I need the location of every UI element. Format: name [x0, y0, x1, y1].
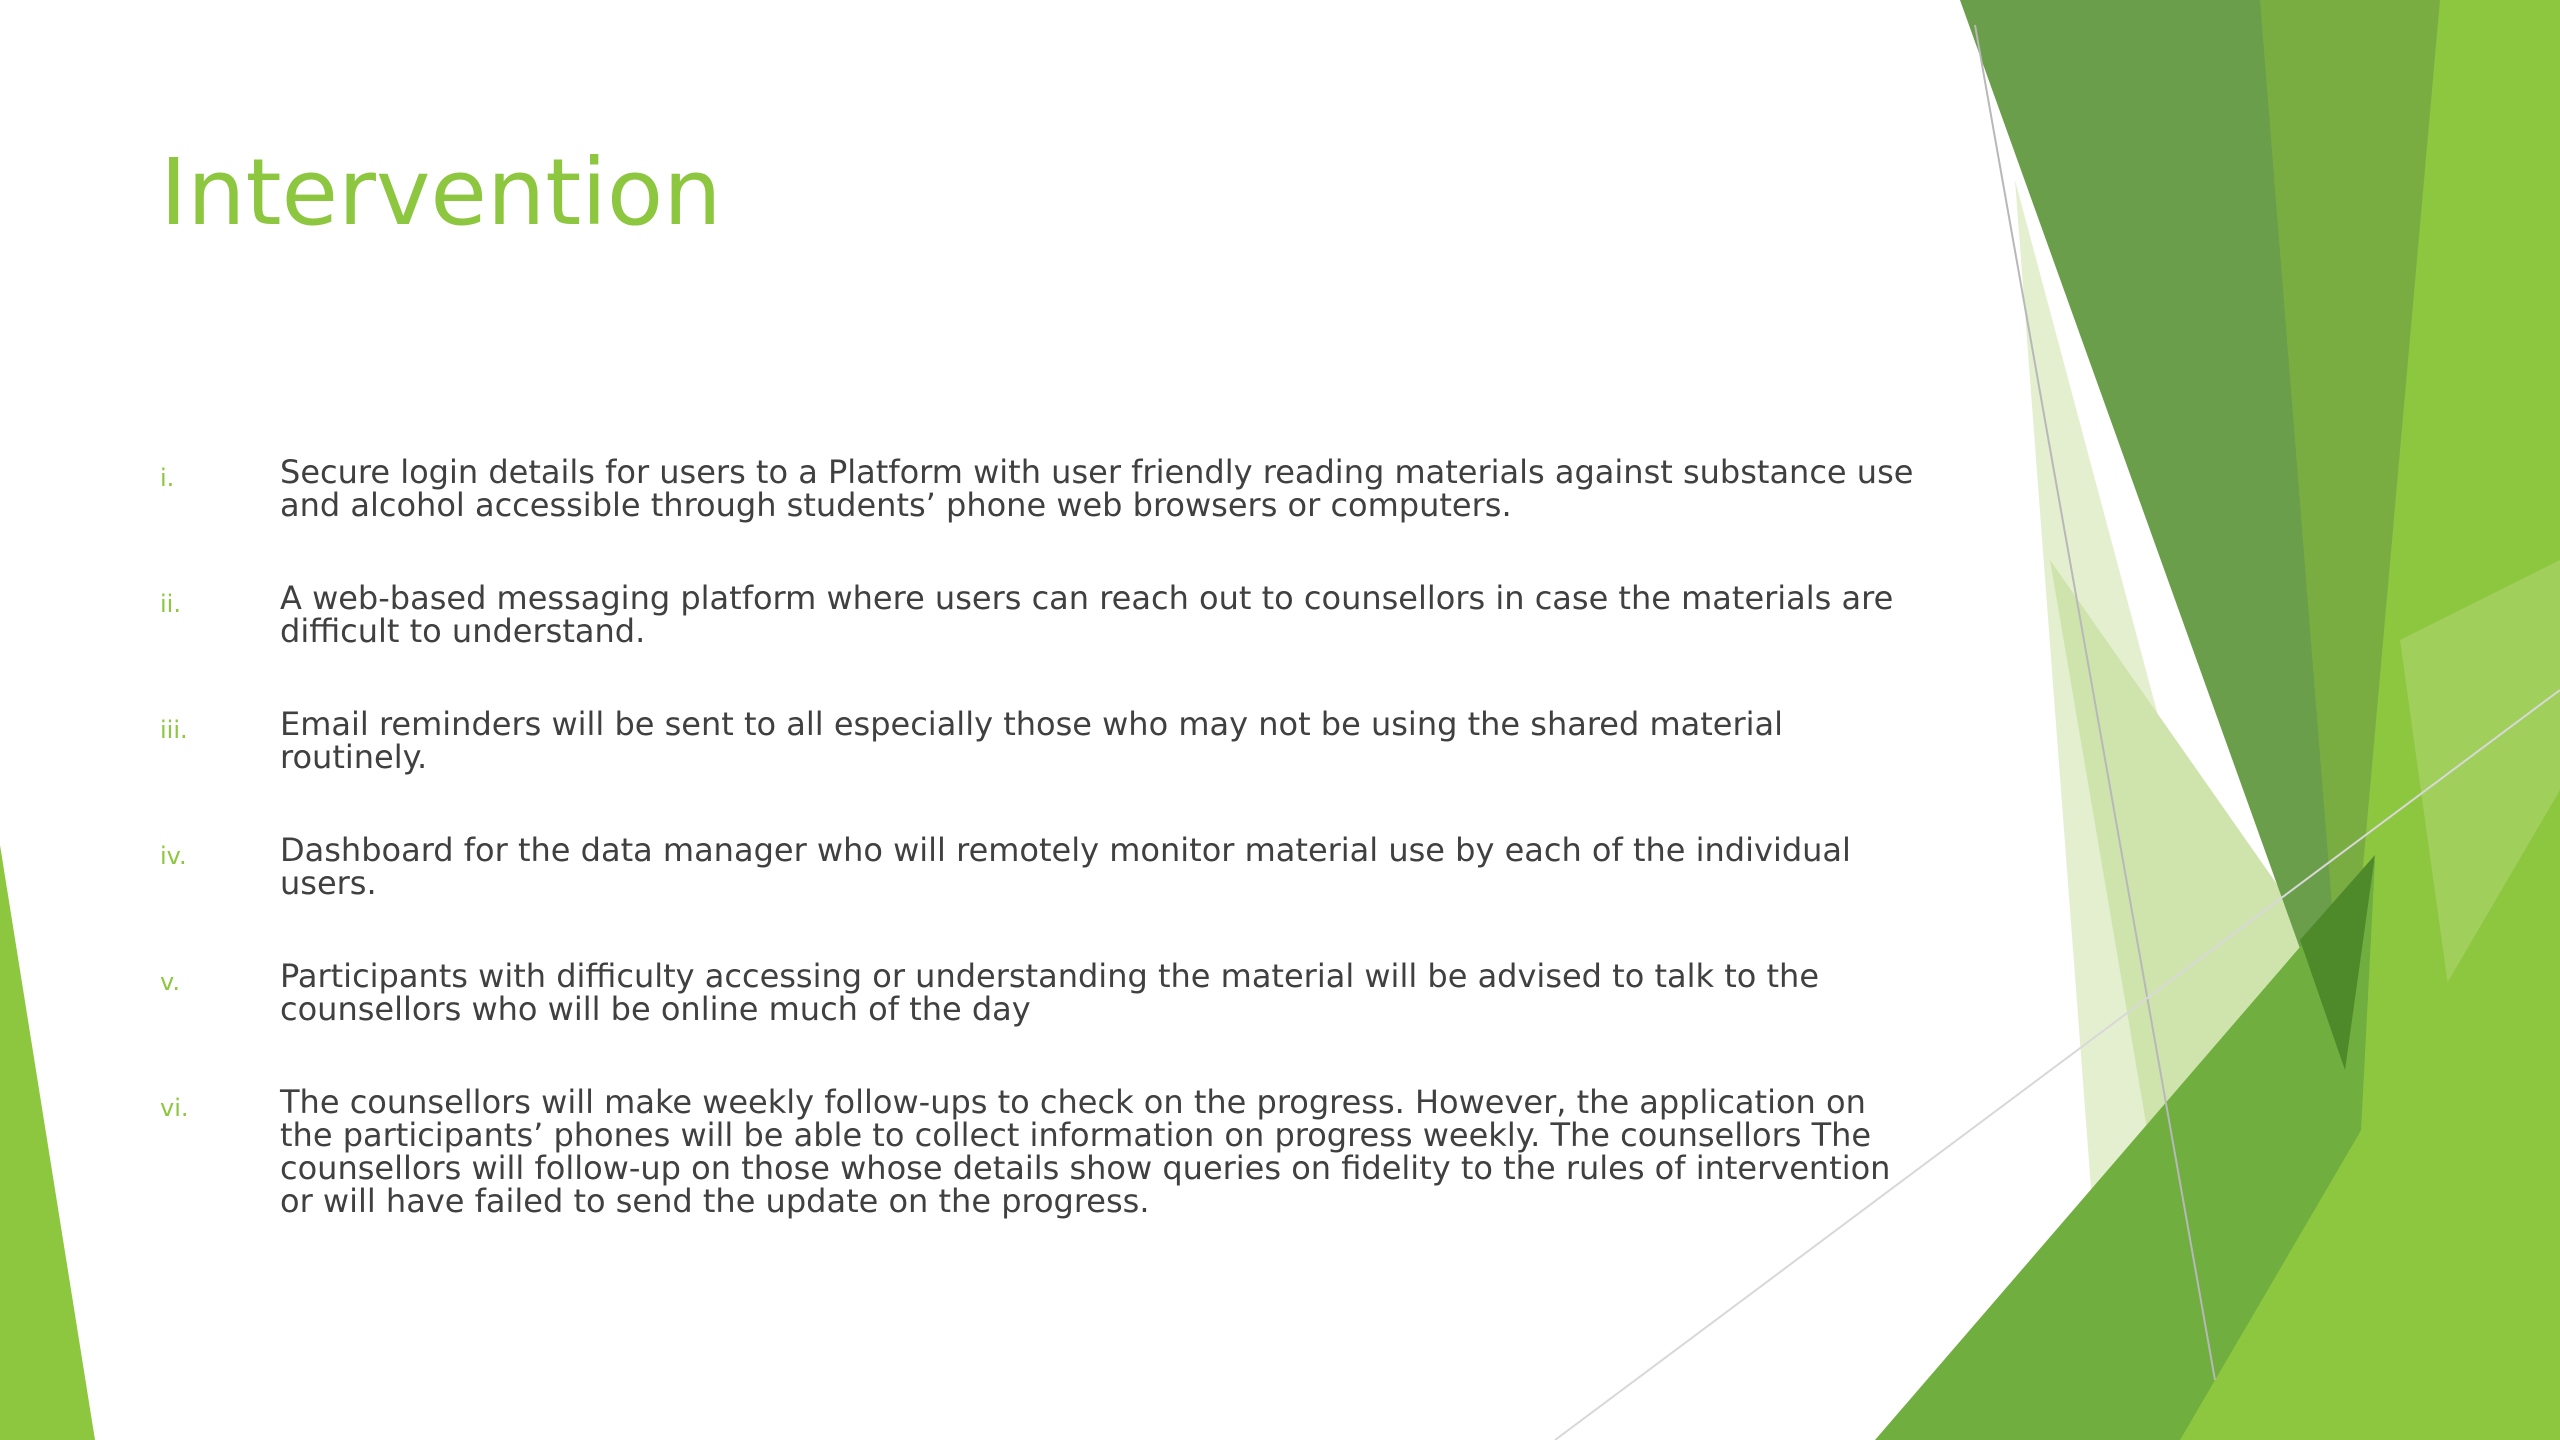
list-item: [160, 957, 1920, 1028]
list-item: [160, 831, 1920, 902]
list-item-text: A web-based messaging platform where users can reach out to counsellors in case the materials are difficult to understand.: [280, 579, 1894, 650]
list-marker: ii.: [160, 590, 181, 618]
slide-title: Intervention: [160, 139, 722, 246]
left-green-shape: [0, 845, 95, 1440]
list-item: [160, 1083, 1920, 1220]
list-item-text: Email reminders will be sent to all especially those who may not be using the shared material routinely.: [280, 705, 1784, 776]
list-marker: v.: [160, 968, 180, 996]
list-item: [160, 453, 1920, 524]
list-marker: i.: [160, 464, 175, 492]
list-item: [160, 705, 1920, 776]
list-marker: vi.: [160, 1094, 189, 1122]
list-item-text: Participants with difficulty accessing or understanding the material will be advised to talk to the counsellors who will be online much of the day: [280, 957, 1820, 1028]
list-item-text: Dashboard for the data manager who will remotely monitor material use by each of the individual users.: [280, 831, 1851, 902]
list-item: [160, 579, 1920, 650]
list-item-text: Secure login details for users to a Platform with user friendly reading materials against substance use and alcohol accessible through students’ phone web browsers or computers.: [280, 453, 1914, 524]
intervention-list: [160, 453, 1920, 1278]
list-marker: iv.: [160, 842, 187, 870]
list-marker: iii.: [160, 716, 188, 744]
list-item-text: The counsellors will make weekly follow-ups to check on the progress. However, the application on the participants’ phones will be able to collect information on progress weekly. The counsellors The counsellors will follow-up on those whose details show queries on fidelity to the rules of intervention or will have failed to send the update on the progress.: [280, 1083, 1891, 1220]
